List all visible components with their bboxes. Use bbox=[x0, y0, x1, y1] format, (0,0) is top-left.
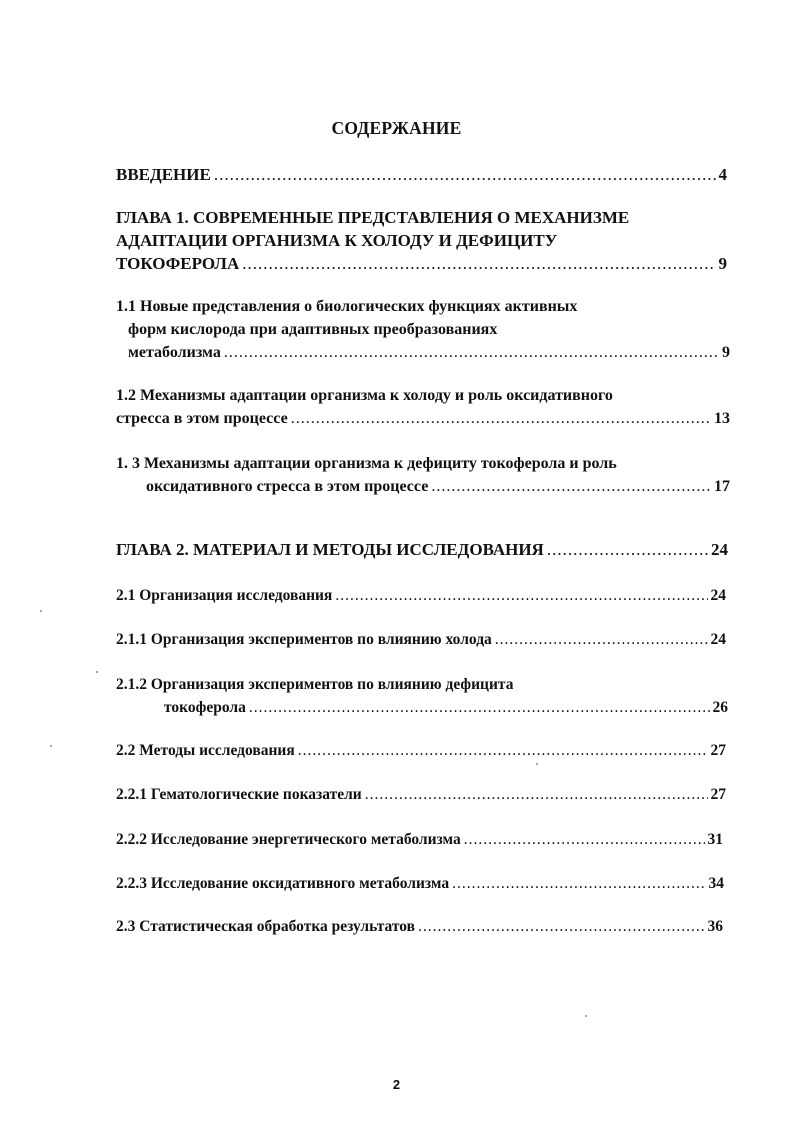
toc-entry-line: 1.1 Новые представления о биологических функциях активных bbox=[116, 298, 578, 315]
dot-leader bbox=[298, 739, 708, 762]
toc-entry-text: 2.2.3 Исследование оксидативного метаболизма bbox=[116, 875, 450, 892]
toc-entry-section-1-1 bbox=[116, 295, 730, 364]
toc-entry-section-2-2-2 bbox=[116, 828, 723, 851]
toc-entry-line: 1. 3 Механизмы адаптации организма к дефициту токоферола и роль bbox=[116, 455, 617, 472]
dot-leader bbox=[547, 538, 708, 561]
toc-entry-text: токоферола bbox=[164, 699, 246, 716]
toc-entry-line: ГЛАВА 1. СОВРЕМЕННЫЕ ПРЕДСТАВЛЕНИЯ О МЕХАНИЗМЕ bbox=[116, 208, 630, 227]
toc-page-number: 24 bbox=[711, 540, 728, 559]
toc-page-number: 31 bbox=[707, 831, 723, 848]
toc-entry-line: 2.1.2 Организация экспериментов по влиянию дефицита bbox=[116, 676, 514, 693]
dot-leader bbox=[418, 915, 704, 938]
toc-entry-chapter-2 bbox=[116, 538, 728, 561]
dot-leader bbox=[214, 163, 716, 186]
dot-leader bbox=[452, 872, 705, 895]
toc-page-number: 34 bbox=[708, 875, 724, 892]
toc-entry-section-2-2 bbox=[116, 739, 726, 762]
toc-entry-text: 2.2.1 Гематологические показатели bbox=[116, 786, 362, 803]
toc-entry-text: 2.2 Методы исследования bbox=[116, 742, 295, 759]
toc-entry-section-2-1-1 bbox=[116, 628, 726, 651]
toc-entry-section-2-1-2 bbox=[116, 673, 728, 719]
scan-speck bbox=[585, 1015, 587, 1017]
toc-entry-section-2-3 bbox=[116, 915, 723, 938]
toc-page-number: 26 bbox=[712, 699, 728, 716]
toc-entry-chapter-1 bbox=[116, 206, 727, 275]
toc-entry-section-1-3 bbox=[116, 452, 730, 498]
scan-speck bbox=[96, 671, 98, 673]
scan-speck bbox=[50, 745, 52, 747]
dot-leader bbox=[242, 252, 715, 275]
toc-entry-line: 1.2 Механизмы адаптации организма к холоду и роль оксидативного bbox=[116, 387, 613, 404]
toc-page-number: 36 bbox=[707, 918, 723, 935]
toc-page-number: 24 bbox=[710, 587, 726, 604]
dot-leader bbox=[464, 828, 705, 851]
toc-entry-section-2-2-3 bbox=[116, 872, 724, 895]
dot-leader bbox=[249, 696, 710, 719]
toc-entry-line: форм кислорода при адаптивных преобразованиях bbox=[128, 321, 498, 338]
toc-page-number: 27 bbox=[710, 742, 726, 759]
dot-leader bbox=[224, 341, 719, 364]
toc-entry-text: 2.2.2 Исследование энергетического метаболизма bbox=[116, 831, 461, 848]
toc-entry-text: метаболизма bbox=[128, 344, 221, 361]
toc-entry-line: АДАПТАЦИИ ОРГАНИЗМА К ХОЛОДУ И ДЕФИЦИТУ bbox=[116, 231, 558, 250]
dot-leader bbox=[431, 475, 711, 498]
scan-speck bbox=[536, 763, 538, 765]
toc-page-number: 4 bbox=[718, 165, 727, 184]
dot-leader bbox=[365, 783, 708, 806]
toc-page-number: 27 bbox=[710, 786, 726, 803]
toc-page-number: 13 bbox=[714, 410, 730, 427]
toc-entry-text: оксидативного стресса в этом процессе bbox=[146, 478, 429, 495]
toc-entry-text: ТОКОФЕРОЛА bbox=[116, 254, 240, 273]
toc-entry-text: стресса в этом процессе bbox=[116, 410, 288, 427]
dot-leader bbox=[335, 584, 707, 607]
toc-page-number: 9 bbox=[718, 254, 727, 273]
toc-title: СОДЕРЖАНИЕ bbox=[331, 118, 462, 138]
toc-entry-text: 2.1.1 Организация экспериментов по влиянию холода bbox=[116, 631, 492, 648]
dot-leader bbox=[495, 628, 708, 651]
toc-entry-text: 2.1 Организация исследования bbox=[116, 587, 333, 604]
toc-entry-section-2-1 bbox=[116, 584, 726, 607]
toc-entry-section-2-2-1 bbox=[116, 783, 726, 806]
page-number: 2 bbox=[392, 1077, 401, 1092]
toc-page-number: 9 bbox=[722, 344, 730, 361]
scan-speck bbox=[40, 610, 42, 612]
toc-entry-intro bbox=[116, 163, 727, 186]
toc-entry-section-1-2 bbox=[116, 384, 730, 430]
toc-page-number: 24 bbox=[710, 631, 726, 648]
toc-entry-text: ГЛАВА 2. МАТЕРИАЛ И МЕТОДЫ ИССЛЕДОВАНИЯ bbox=[116, 540, 544, 559]
toc-page-number: 17 bbox=[714, 478, 730, 495]
toc-entry-text: ВВЕДЕНИЕ bbox=[116, 165, 211, 184]
dot-leader bbox=[291, 407, 711, 430]
toc-entry-text: 2.3 Статистическая обработка результатов bbox=[116, 918, 416, 935]
